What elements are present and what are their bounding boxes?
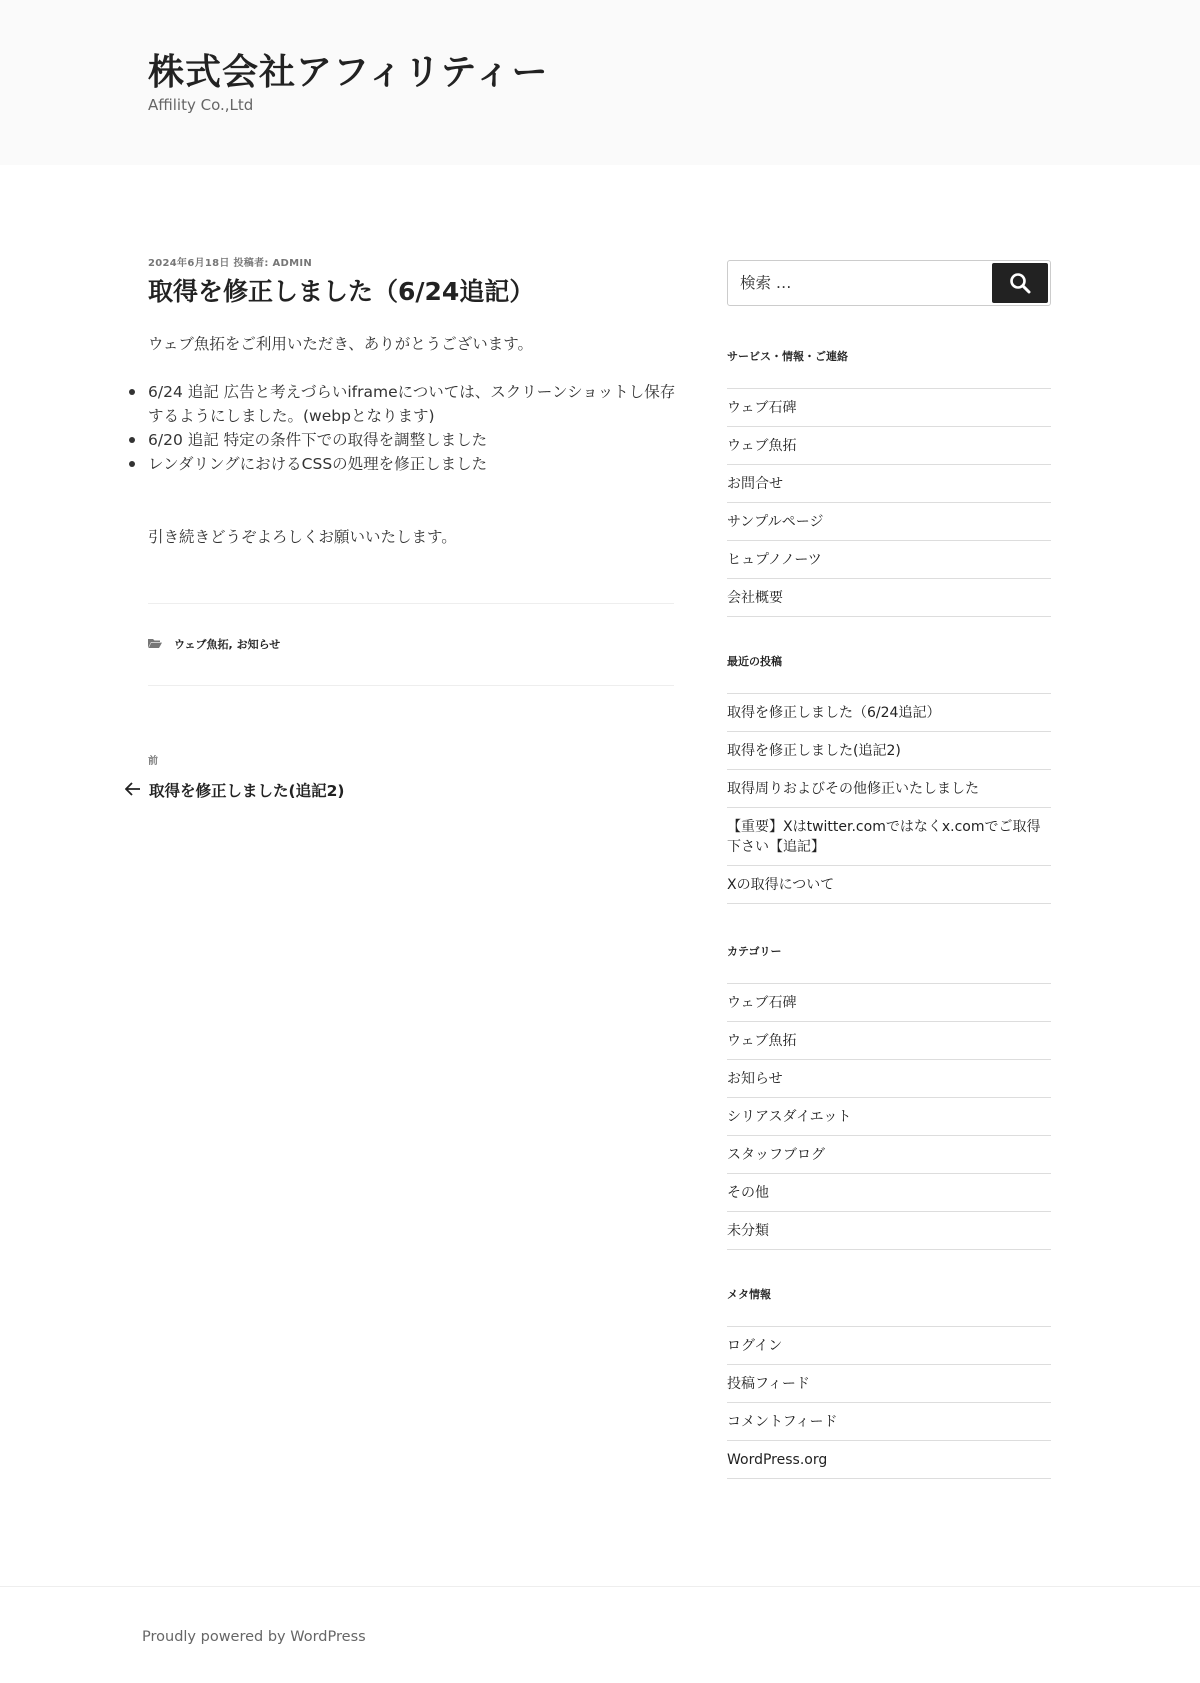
widget-title: カテゴリー bbox=[727, 945, 782, 958]
list-item[interactable]: ログイン bbox=[727, 1327, 1051, 1365]
list-item[interactable]: サンプルページ bbox=[727, 503, 1051, 541]
site-description: Affility Co.,Ltd bbox=[148, 96, 254, 114]
divider bbox=[148, 603, 674, 604]
list-item[interactable]: ウェブ石碑 bbox=[727, 389, 1051, 427]
previous-post-link[interactable] bbox=[125, 779, 344, 801]
widget-services bbox=[727, 348, 1051, 617]
divider bbox=[148, 685, 674, 686]
widget-title: 最近の投稿 bbox=[727, 655, 782, 668]
list-item[interactable]: 投稿フィード bbox=[727, 1365, 1051, 1403]
list-item: 6/24 追記 広告と考えづらいiframeについては、スクリーンショットし保存するようにしました。(webpとなります) bbox=[148, 380, 678, 428]
list-item[interactable]: シリアスダイエット bbox=[727, 1098, 1051, 1136]
arrow-left-icon bbox=[125, 781, 141, 800]
list-item[interactable]: ヒュプノノーツ bbox=[727, 541, 1051, 579]
list-item[interactable]: 会社概要 bbox=[727, 579, 1051, 617]
list-item[interactable]: WordPress.org bbox=[727, 1441, 1051, 1479]
post-title: 取得を修正しました（6/24追記） bbox=[148, 277, 535, 306]
list-item: レンダリングにおけるCSSの処理を修正しました bbox=[148, 452, 678, 476]
widget-title: メタ情報 bbox=[727, 1288, 771, 1301]
site-title[interactable]: 株式会社アフィリティー bbox=[148, 52, 549, 93]
list-item[interactable]: スタッフブログ bbox=[727, 1136, 1051, 1174]
previous-post-title: 取得を修正しました(追記2) bbox=[149, 782, 345, 800]
site-header bbox=[0, 0, 1200, 165]
search-icon bbox=[1009, 272, 1031, 294]
list-item: 6/20 追記 特定の条件下での取得を調整しました bbox=[148, 428, 678, 452]
post-outro: 引き続きどうぞよろしくお願いいたします。 bbox=[148, 528, 457, 546]
list-item[interactable]: お知らせ bbox=[727, 1060, 1051, 1098]
widget-list bbox=[727, 983, 1051, 1250]
post-meta[interactable]: 2024年6月18日 投稿者: ADMIN bbox=[148, 258, 313, 269]
search-form bbox=[727, 260, 1051, 306]
list-item[interactable]: コメントフィード bbox=[727, 1403, 1051, 1441]
list-item[interactable]: 取得周りおよびその他修正いたしました bbox=[727, 770, 1051, 808]
post-categories bbox=[148, 636, 280, 652]
post-update-list bbox=[148, 380, 678, 476]
list-item[interactable]: ウェブ魚拓 bbox=[727, 427, 1051, 465]
footer-divider bbox=[0, 1586, 1200, 1587]
widget-recent-posts bbox=[727, 653, 1051, 904]
widget-title: サービス・情報・ご連絡 bbox=[727, 350, 848, 363]
widget-list bbox=[727, 388, 1051, 617]
post-intro: ウェブ魚拓をご利用いただき、ありがとうございます。 bbox=[148, 335, 534, 353]
post-nav-label: 前 bbox=[148, 756, 158, 767]
widget-list bbox=[727, 1326, 1051, 1479]
list-item[interactable]: お問合せ bbox=[727, 465, 1051, 503]
widget-list bbox=[727, 693, 1051, 904]
category-links[interactable]: ウェブ魚拓, お知らせ bbox=[174, 638, 281, 651]
list-item[interactable]: 取得を修正しました（6/24追記） bbox=[727, 694, 1051, 732]
list-item[interactable]: その他 bbox=[727, 1174, 1051, 1212]
list-item[interactable]: Xの取得について bbox=[727, 866, 1051, 904]
search-input[interactable] bbox=[728, 261, 988, 305]
list-item[interactable]: ウェブ石碑 bbox=[727, 984, 1051, 1022]
list-item[interactable]: 未分類 bbox=[727, 1212, 1051, 1250]
search-button[interactable] bbox=[992, 263, 1048, 303]
list-item[interactable]: ウェブ魚拓 bbox=[727, 1022, 1051, 1060]
list-item[interactable]: 【重要】Xはtwitter.comではなくx.comでご取得下さい【追記】 bbox=[727, 808, 1051, 866]
list-item[interactable]: 取得を修正しました(追記2) bbox=[727, 732, 1051, 770]
footer-credit-link[interactable]: Proudly powered by WordPress bbox=[142, 1629, 366, 1645]
widget-categories bbox=[727, 943, 1051, 1250]
widget-meta bbox=[727, 1286, 1051, 1479]
folder-icon bbox=[148, 638, 162, 651]
